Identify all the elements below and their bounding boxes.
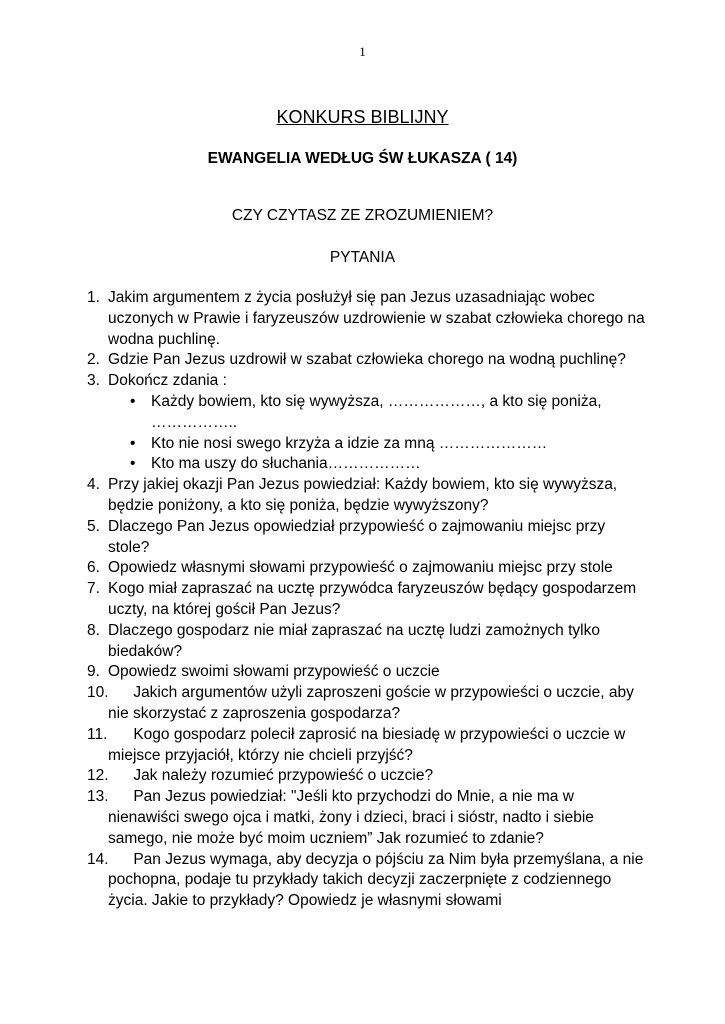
question-number: 11. [87,725,108,743]
question-text: Pan Jezus wymaga, aby decyzja o pójściu za Nim była przemyślana, a nie pochopna, podaje tu przykłady takich decyzji zaczerpnięte z codziennego życia. Jakie to przykłady? Opowiedz je własnymi słowami [108,850,644,910]
question-text: Kogo gospodarz polecił zaprosić na biesiadę w przypowieści o uczcie w miejsce przyjaciół, którzy nie chcieli przyjść? [108,725,626,764]
section-label: PYTANIA [329,249,396,266]
question-text: Gdzie Pan Jezus uzdrowił w szabat człowieka chorego na wodną puchlinę? [108,351,626,369]
sub-item-text: Każdy bowiem, kto się wywyższa, ………………, a kto się poniża, …………….. [151,392,602,431]
question-text: Jakich argumentów użyli zaproszeni goście w przypowieści o uczcie, aby nie skorzystać z zaproszenia gospodarza? [108,684,634,722]
question-text: Dlaczego gospodarz nie miał zapraszać na ucztę ludzi zamożnych tylko biedaków? [108,621,600,660]
question-number: 3. [87,372,100,390]
question-item [87,579,647,621]
question-number: 5. [87,517,100,535]
question-item [87,787,647,849]
question-item [87,683,647,725]
sub-item [108,434,647,455]
question-number: 12. [87,767,109,785]
bullet-icon: • [130,392,136,410]
question-number: 6. [87,559,100,577]
bullet-icon: • [130,455,136,473]
question-item [87,558,647,579]
question-number: 2. [87,351,100,369]
document-title: KONKURS BIBLIJNY [276,107,449,127]
question-number: 1. [87,289,100,306]
question-number: 8. [87,621,100,639]
question-number: 10. [87,684,109,702]
document-subtitle: EWANGELIA WEDŁUG ŚW ŁUKASZA ( 14) [207,150,518,167]
question-item [87,725,647,767]
question-number: 13. [87,788,109,806]
question-text: Jakim argumentem z życia posłużył się pan Jezus uzasadniając wobec uczonych w Prawie i faryzeuszów uzdrowienie w szabat człowieka chorego na wodna puchlinę. [108,289,645,348]
question-item [87,662,647,683]
question-number: 9. [87,663,100,681]
question-number: 4. [87,476,100,494]
question-text: Opowiedz swoimi słowami przypowieść o uczcie [108,663,440,681]
sub-item [108,392,647,434]
question-header: CZY CZYTASZ ZE ZROZUMIENIEM? [231,207,494,224]
question-text: Dokończ zdania : [108,372,227,390]
sub-item-text: Kto ma uszy do słuchania……………… [151,455,421,473]
question-text: Dlaczego Pan Jezus opowiedział przypowieść o zajmowaniu miejsc przy stole? [108,517,606,556]
sub-item-text: Kto nie nosi swego krzyża a idzie za mną ………………… [151,434,548,452]
question-text: Jak należy rozumieć przypowieść o uczcie? [133,767,434,785]
question-text: Pan Jezus powiedział: "Jeśli kto przychodzi do Mnie, a nie ma w nienawiści swego ojca i matki, żony i dzieci, braci i sióstr, nadto i siebie samego, nie może być moim uczniem” Jak rozumieć to zdanie? [108,788,594,847]
questions-list [87,288,647,912]
question-text: Opowiedz własnymi słowami przypowieść o zajmowaniu miejsc przy stole [108,559,613,577]
question-item [87,850,647,912]
question-number: 14. [87,850,109,868]
sub-item [108,454,647,475]
question-item [87,766,647,787]
question-item [87,350,647,371]
bullet-icon: • [130,434,136,452]
question-item [87,475,647,517]
question-item [87,371,647,475]
question-number: 7. [87,580,100,598]
question-item [87,517,647,559]
question-text: Przy jakiej okazji Pan Jezus powiedział: Każdy bowiem, kto się wywyższa, będzie poniżony, a kto się poniża, będzie wywyższony? [108,476,618,514]
question-item [87,621,647,663]
page-number: 1 [359,44,366,59]
sentence-completion-list [108,392,647,475]
question-text: Kogo miał zapraszać na ucztę przywódca faryzeuszów będący gospodarzem uczty, na której gościł Pan Jezus? [108,580,637,618]
question-item [87,288,647,350]
